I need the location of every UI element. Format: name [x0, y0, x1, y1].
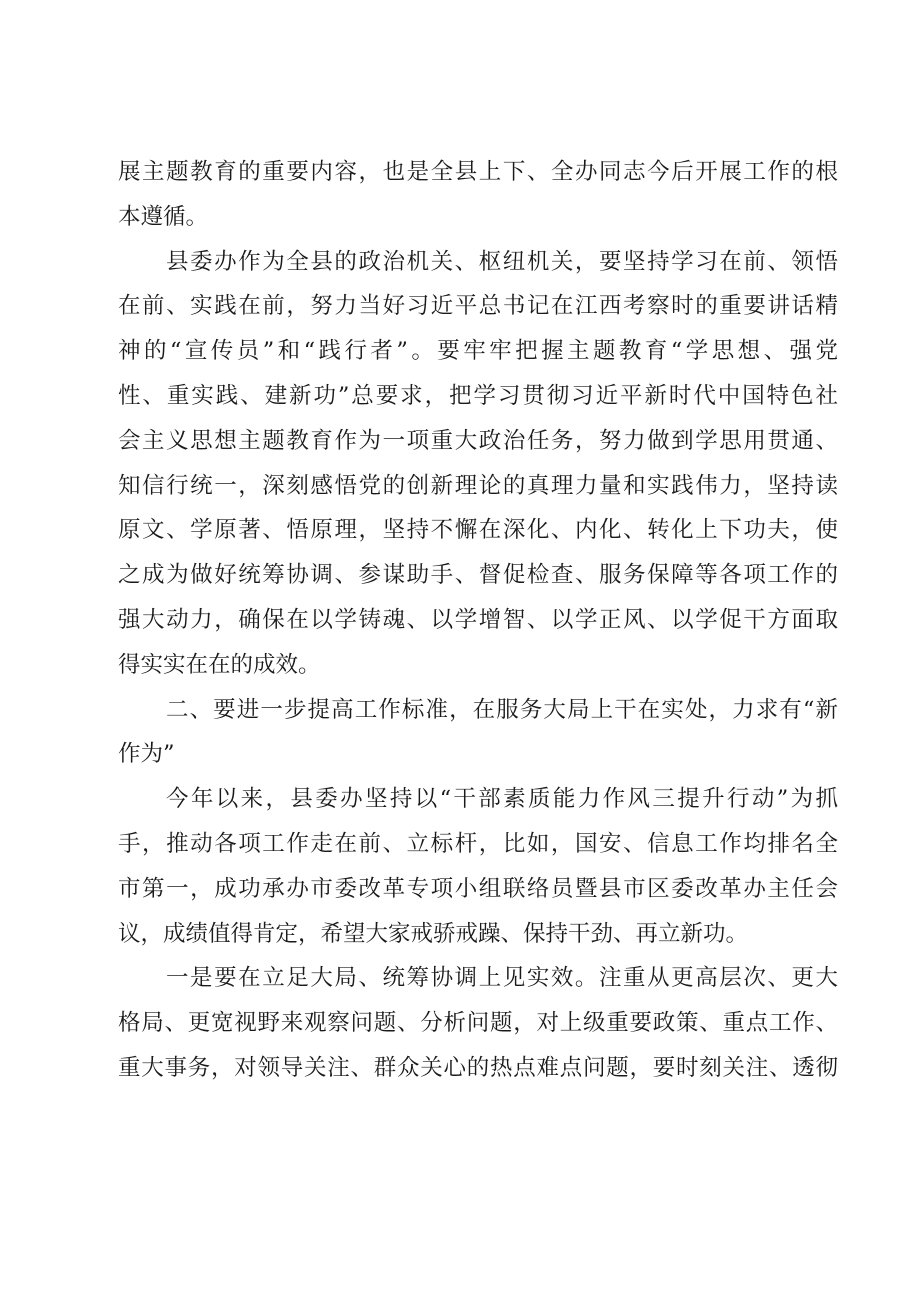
document-body [118, 150, 838, 1091]
body-line: 知信行统一，深刻感悟党的创新理论的真理力量和实践伟力，坚持读 [118, 472, 838, 499]
body-line: 县委办作为全县的政治机关、枢纽机关，要坚持学习在前、领悟 [166, 248, 838, 275]
body-line: 会主义思想主题教育作为一项重大政治任务，努力做到学思用贯通、 [118, 427, 838, 454]
body-line: 今年以来，县委办坚持以“干部素质能力作风三提升行动”为抓 [166, 786, 838, 813]
body-line: 得实实在在的成效。 [118, 651, 321, 678]
body-line: 一是要在立足大局、统筹协调上见实效。注重从更高层次、更大 [166, 965, 838, 992]
body-line: 在前、实践在前，努力当好习近平总书记在江西考察时的重要讲话精 [118, 293, 838, 320]
body-line: 格局、更宽视野来观察问题、分析问题，对上级重要政策、重点工作、 [118, 1010, 838, 1037]
body-line: 市第一，成功承办市委改革专项小组联络员暨县市区委改革办主任会 [118, 875, 838, 902]
body-line: 原文、学原著、悟原理，坚持不懈在深化、内化、转化上下功夫，使 [118, 517, 838, 544]
body-line: 议，成绩值得肯定，希望大家戒骄戒躁、保持干劲、再立新功。 [118, 920, 749, 947]
body-line: 之成为做好统筹协调、参谋助手、督促检查、服务保障等各项工作的 [118, 562, 838, 589]
section-heading-line: 作为” [118, 741, 175, 768]
body-line: 手，推动各项工作走在前、立标杆，比如，国安、信息工作均排名全 [118, 830, 838, 857]
body-line: 重大事务，对领导关注、群众关心的热点难点问题，要时刻关注、透彻 [118, 1054, 838, 1081]
body-line: 性、重实践、建新功”总要求，把学习贯彻习近平新时代中国特色社 [118, 382, 838, 409]
section-heading-line: 二、要进一步提高工作标准，在服务大局上干在实处，力求有“新 [166, 696, 838, 723]
body-line: 强大动力，确保在以学铸魂、以学增智、以学正风、以学促干方面取 [118, 606, 838, 633]
body-line: 展主题教育的重要内容，也是全县上下、全办同志今后开展工作的根 [118, 159, 838, 185]
body-line: 本遵循。 [118, 203, 209, 230]
body-line: 神的“宣传员”和“践行者”。要牢牢把握主题教育“学思想、强党 [118, 338, 838, 365]
